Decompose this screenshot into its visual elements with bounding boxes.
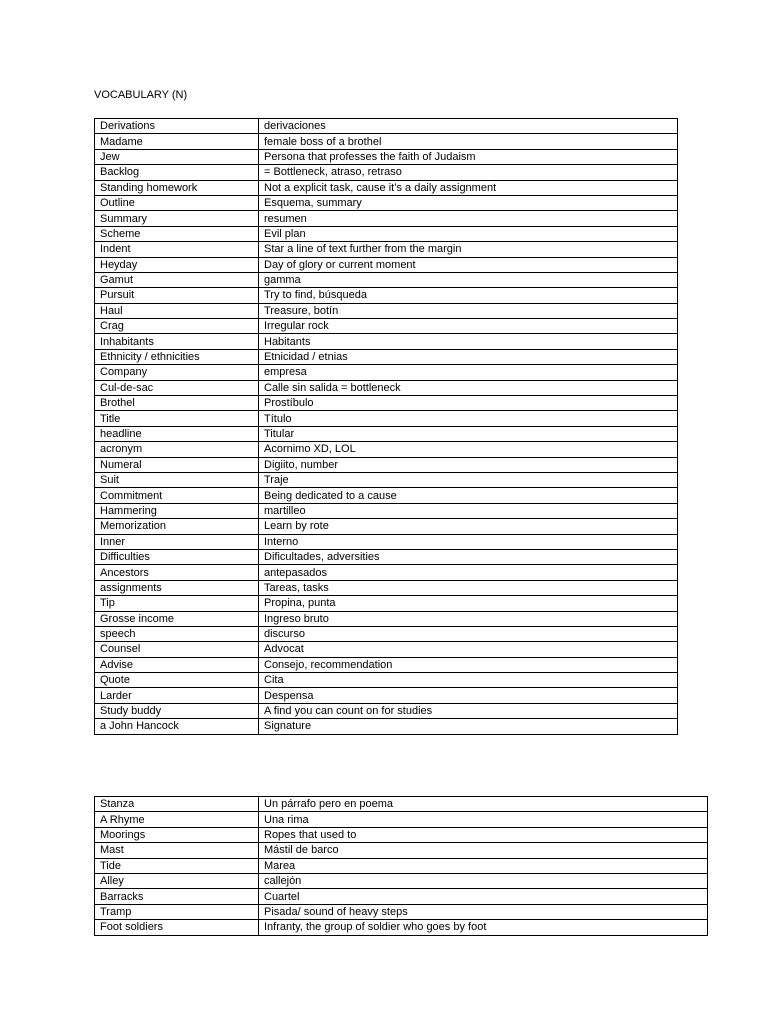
table-row (95, 657, 678, 672)
definition-cell: Prostíbulo (259, 396, 678, 411)
definition-cell: Star a line of text further from the margin (259, 242, 678, 257)
table-row (95, 611, 678, 626)
term-cell: Summary (95, 211, 259, 226)
term-cell: Cul-de-sac (95, 380, 259, 395)
table-row (95, 873, 708, 888)
term-cell: Mast (95, 843, 259, 858)
definition-cell: Pisada/ sound of heavy steps (259, 904, 708, 919)
definition-cell: empresa (259, 365, 678, 380)
term-cell: Scheme (95, 226, 259, 241)
definition-cell: Try to find, búsqueda (259, 288, 678, 303)
table-row (95, 426, 678, 441)
page-title: VOCABULARY (N) (94, 89, 188, 101)
term-cell: Backlog (95, 165, 259, 180)
table-row (95, 596, 678, 611)
term-cell: assignments (95, 580, 259, 595)
table-row (95, 626, 678, 641)
definition-cell: Traje (259, 472, 678, 487)
definition-cell: A find you can count on for studies (259, 703, 678, 718)
table-row (95, 180, 678, 195)
table-row (95, 119, 678, 134)
table-row (95, 303, 678, 318)
table-row (95, 457, 678, 472)
table-row (95, 719, 678, 734)
table-row (95, 519, 678, 534)
term-cell: Ancestors (95, 565, 259, 580)
term-cell: Hammering (95, 503, 259, 518)
definition-cell: Tareas, tasks (259, 580, 678, 595)
definition-cell: Despensa (259, 688, 678, 703)
definition-cell: Un párrafo pero en poema (259, 797, 708, 812)
table-row (95, 165, 678, 180)
definition-cell: Marea (259, 858, 708, 873)
term-cell: Standing homework (95, 180, 259, 195)
term-cell: Crag (95, 319, 259, 334)
table-row (95, 380, 678, 395)
definition-cell: Dificultades, adversities (259, 549, 678, 564)
table-row (95, 843, 708, 858)
term-cell: Study buddy (95, 703, 259, 718)
term-cell: Difficulties (95, 549, 259, 564)
definition-cell: Not a explicit task, cause it’s a daily assignment (259, 180, 678, 195)
term-cell: Alley (95, 873, 259, 888)
definition-cell: callejón (259, 873, 708, 888)
definition-cell: antepasados (259, 565, 678, 580)
table-row (95, 365, 678, 380)
definition-cell: Advocat (259, 642, 678, 657)
table-row (95, 827, 708, 842)
table-row (95, 858, 708, 873)
term-cell: Pursuit (95, 288, 259, 303)
definition-cell: Infranty, the group of soldier who goes by foot (259, 920, 708, 935)
definition-cell: Consejo, recommendation (259, 657, 678, 672)
definition-cell: derivaciones (259, 119, 678, 134)
term-cell: Heyday (95, 257, 259, 272)
term-cell: Advise (95, 657, 259, 672)
table-row (95, 472, 678, 487)
table-row (95, 688, 678, 703)
table-row (95, 488, 678, 503)
term-cell: Jew (95, 149, 259, 164)
definition-cell: Ropes that used to (259, 827, 708, 842)
table-row (95, 673, 678, 688)
term-cell: Barracks (95, 889, 259, 904)
term-cell: Grosse income (95, 611, 259, 626)
definition-cell: Treasure, botín (259, 303, 678, 318)
definition-cell: Una rima (259, 812, 708, 827)
table-row (95, 334, 678, 349)
table-row (95, 642, 678, 657)
term-cell: Brothel (95, 396, 259, 411)
term-cell: Haul (95, 303, 259, 318)
definition-cell: Calle sin salida = bottleneck (259, 380, 678, 395)
term-cell: Tide (95, 858, 259, 873)
definition-cell: Interno (259, 534, 678, 549)
table-row (95, 349, 678, 364)
definition-cell: gamma (259, 272, 678, 287)
term-cell: Indent (95, 242, 259, 257)
term-cell: Title (95, 411, 259, 426)
definition-cell: martilleo (259, 503, 678, 518)
definition-cell: Titular (259, 426, 678, 441)
definition-cell: Being dedicated to a cause (259, 488, 678, 503)
term-cell: Company (95, 365, 259, 380)
term-cell: Inhabitants (95, 334, 259, 349)
definition-cell: Mástil de barco (259, 843, 708, 858)
vocabulary-table-1 (94, 118, 678, 735)
definition-cell: Cita (259, 673, 678, 688)
table-row (95, 195, 678, 210)
term-cell: Commitment (95, 488, 259, 503)
term-cell: Outline (95, 195, 259, 210)
table-row (95, 503, 678, 518)
table-row (95, 288, 678, 303)
table-row (95, 534, 678, 549)
table-row (95, 920, 708, 935)
term-cell: A Rhyme (95, 812, 259, 827)
definition-cell: Propina, punta (259, 596, 678, 611)
term-cell: speech (95, 626, 259, 641)
table-row (95, 812, 708, 827)
table-row (95, 565, 678, 580)
term-cell: Counsel (95, 642, 259, 657)
definition-cell: Digiito, number (259, 457, 678, 472)
term-cell: acronym (95, 442, 259, 457)
definition-cell: resumen (259, 211, 678, 226)
term-cell: Gamut (95, 272, 259, 287)
term-cell: headline (95, 426, 259, 441)
vocabulary-table-2 (94, 796, 708, 936)
table-row (95, 211, 678, 226)
term-cell: Ethnicity / ethnicities (95, 349, 259, 364)
table-row (95, 319, 678, 334)
definition-cell: Etnicidad / etnias (259, 349, 678, 364)
table-row (95, 904, 708, 919)
definition-cell: Esquema, summary (259, 195, 678, 210)
table-row (95, 442, 678, 457)
term-cell: Derivations (95, 119, 259, 134)
table-row (95, 272, 678, 287)
table-row (95, 549, 678, 564)
definition-cell: Learn by rote (259, 519, 678, 534)
definition-cell: Evil plan (259, 226, 678, 241)
definition-cell: Signature (259, 719, 678, 734)
term-cell: Tip (95, 596, 259, 611)
term-cell: Numeral (95, 457, 259, 472)
term-cell: Suit (95, 472, 259, 487)
term-cell: a John Hancock (95, 719, 259, 734)
term-cell: Madame (95, 134, 259, 149)
table-row (95, 257, 678, 272)
term-cell: Stanza (95, 797, 259, 812)
definition-cell: Cuartel (259, 889, 708, 904)
table-row (95, 242, 678, 257)
table-row (95, 703, 678, 718)
definition-cell: Persona that professes the faith of Judaism (259, 149, 678, 164)
table-row (95, 411, 678, 426)
term-cell: Foot soldiers (95, 920, 259, 935)
table-row (95, 134, 678, 149)
table-row (95, 149, 678, 164)
term-cell: Inner (95, 534, 259, 549)
definition-cell: Ingreso bruto (259, 611, 678, 626)
definition-cell: Acornimo XD, LOL (259, 442, 678, 457)
definition-cell: Day of glory or current moment (259, 257, 678, 272)
term-cell: Moorings (95, 827, 259, 842)
table-row (95, 226, 678, 241)
definition-cell: Habitants (259, 334, 678, 349)
table-row (95, 889, 708, 904)
table-row (95, 580, 678, 595)
definition-cell: female boss of a brothel (259, 134, 678, 149)
term-cell: Larder (95, 688, 259, 703)
term-cell: Quote (95, 673, 259, 688)
definition-cell: = Bottleneck, atraso, retraso (259, 165, 678, 180)
term-cell: Memorization (95, 519, 259, 534)
definition-cell: discurso (259, 626, 678, 641)
definition-cell: Irregular rock (259, 319, 678, 334)
table-row (95, 797, 708, 812)
term-cell: Tramp (95, 904, 259, 919)
table-row (95, 396, 678, 411)
definition-cell: Título (259, 411, 678, 426)
